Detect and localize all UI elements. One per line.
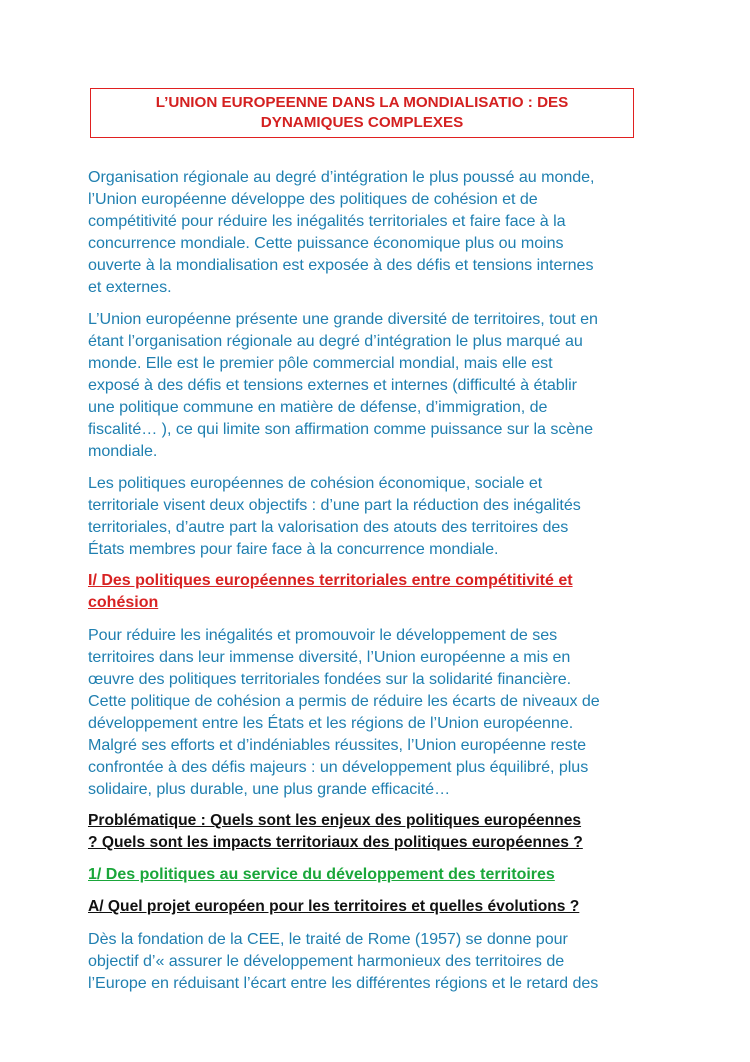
- text-line: territoriale visent deux objectifs : d’une part la réduction des inégalités: [88, 496, 581, 514]
- text-line: ouverte à la mondialisation est exposée à des défis et tensions internes: [88, 256, 594, 274]
- text-line: une politique commune en matière de défense, d’immigration, de: [88, 398, 548, 416]
- heading-line-2: cohésion: [88, 594, 159, 611]
- subsection-1-heading: 1/ Des politiques au service du développement des territoires: [88, 866, 555, 883]
- intro-paragraph-1: [88, 166, 658, 298]
- text-line: Cette politique de cohésion a permis de réduire les écarts de niveaux de: [88, 692, 600, 710]
- title-line-2: DYNAMIQUES COMPLEXES: [260, 114, 464, 131]
- text-line: concurrence mondiale. Cette puissance économique plus ou moins: [88, 234, 564, 252]
- text-line: Les politiques européennes de cohésion économique, sociale et: [88, 474, 543, 492]
- text-line: l’Union européenne développe des politiques de cohésion et de: [88, 190, 538, 208]
- intro-paragraph-2: [88, 308, 658, 462]
- text-line: fiscalité… ), ce qui limite son affirmation comme puissance sur la scène: [88, 420, 594, 438]
- text-line: Organisation régionale au degré d’intégration le plus poussé au monde,: [88, 168, 595, 186]
- document-page: [88, 88, 658, 994]
- text-line: États membres pour faire face à la concurrence mondiale.: [88, 540, 499, 558]
- problematique-line-2: ? Quels sont les impacts territoriaux des politiques européennes ?: [88, 834, 583, 851]
- text-line: et externes.: [88, 278, 172, 296]
- text-line: territoriales, d’autre part la valorisation des atouts des territoires des: [88, 518, 569, 536]
- text-line: compétitivité pour réduire les inégalités territoriales et faire face à la: [88, 212, 566, 230]
- text-line: œuvre des politiques territoriales fondées sur la solidarité financière.: [88, 670, 572, 688]
- intro-paragraph-3: [88, 472, 658, 560]
- text-line: Pour réduire les inégalités et promouvoir le développement de ses: [88, 626, 558, 644]
- subsection-a-paragraph: [88, 928, 658, 994]
- text-line: Malgré ses efforts et d’indéniables réussites, l’Union européenne reste: [88, 736, 587, 754]
- text-line: objectif d’« assurer le développement harmonieux des territoires de: [88, 952, 565, 970]
- text-line: monde. Elle est le premier pôle commercial mondial, mais elle est: [88, 354, 553, 372]
- subsection-a-heading: A/ Quel projet européen pour les territoires et quelles évolutions ?: [88, 898, 580, 915]
- text-line: L’Union européenne présente une grande diversité de territoires, tout en: [88, 310, 598, 328]
- text-line: territoires dans leur immense diversité, l’Union européenne a mis en: [88, 648, 571, 666]
- text-line: confrontée à des défis majeurs : un développement plus équilibré, plus: [88, 758, 589, 776]
- text-line: solidaire, plus durable, une plus grande efficacité…: [88, 780, 451, 798]
- problematique-line-1: Problématique : Quels sont les enjeux des politiques européennes: [88, 812, 582, 829]
- text-line: étant l’organisation régionale au degré d’intégration le plus marqué au: [88, 332, 583, 350]
- heading-line-1: I/ Des politiques européennes territoriales entre compétitivité et: [88, 572, 573, 589]
- section-1-heading: [88, 570, 658, 614]
- text-line: mondiale.: [88, 442, 158, 460]
- text-line: Dès la fondation de la CEE, le traité de Rome (1957) se donne pour: [88, 930, 568, 948]
- text-line: développement entre les États et les régions de l’Union européenne.: [88, 714, 574, 732]
- text-line: exposé à des défis et tensions externes et internes (difficulté à établir: [88, 376, 577, 394]
- document-title: [90, 88, 634, 138]
- text-line: l’Europe en réduisant l’écart entre les différentes régions et le retard des: [88, 974, 599, 992]
- title-line-1: L’UNION EUROPEENNE DANS LA MONDIALISATIO : DES: [155, 94, 569, 111]
- section-1-paragraph: [88, 624, 658, 800]
- problematique: [88, 810, 658, 854]
